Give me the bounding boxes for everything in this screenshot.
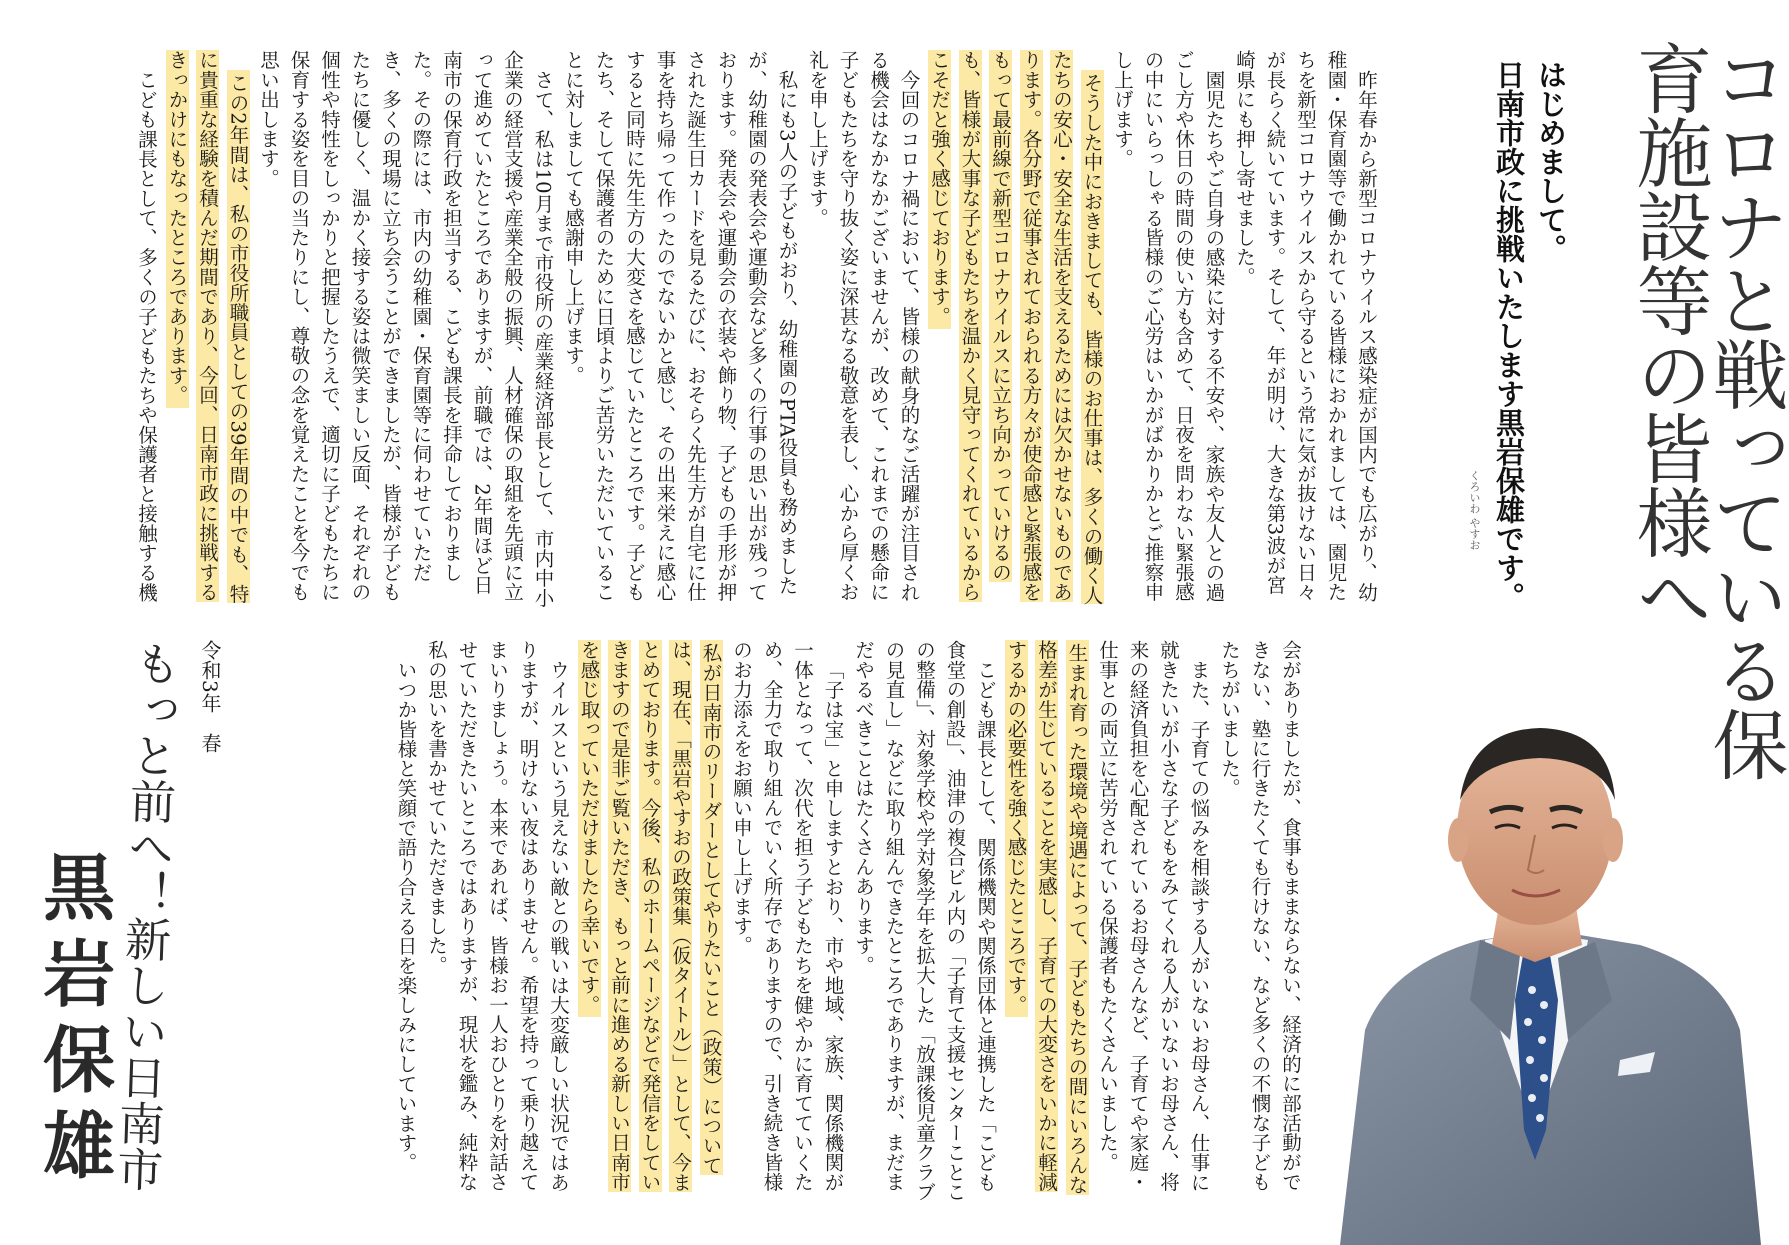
body-paragraph: 「子は宝」と申しますとおり、市や地域、家族、関係機関が一体となって、次代を担う子どもたちを健やかに育てていくため、全力で取り組んでいく所存でありますので、引き続き皆様のお力添えをお願い申し上げます。 [730, 640, 845, 1192]
body-paragraph: 私にも3人の子どもがおり、幼稚園のPTA役員も務めましたが、幼稚園の発表会や運動会など多くの行事の思い出が残っております。発表会や運動会の衣装や飾り物、子どもの手形が押された誕生日カードを見るたびに、おそらく先生方が自宅に仕事を持ち帰って作ったのでないかと感じ、その出来栄えに感心すると同時に先生方の大変さを感じていたところです。子どもたち、そして保護者のために日頃よりご苦労いただいていることに対しましても感謝申し上げます。 [562, 50, 799, 602]
highlighted-paragraph: この2年間は、私の市役所職員としての39年間の中でも、特に貴重な経験を積んだ期間であり、今回、日南市政に挑戦するきっかけにもなったところであります。 [165, 50, 250, 603]
body-paragraph: 昨年春から新型コロナウイルス感染症が国内でも広がり、幼稚園・保育園等で働かれている皆様におかれましては、園児たちを新型コロナウイルスから守るという常に気が抜けない日々が長らく続いています。そして、年が明け、大きな第3波が宮崎県にも押し寄せました。 [1233, 50, 1378, 602]
body-paragraph: 園児たちやご自身の感染に対する不安や、家族や友人との過ごし方や休日の時間の使い方も含めて、日夜を問わない緊張感の中にいらっしゃる皆様のご心労はいかがばかりかとご推察申し上げます。 [1111, 50, 1226, 602]
page-headline: コロナと戦っている保育施設等の皆様へ [1624, 40, 1789, 780]
body-paragraph: こども課長として、多くの子どもたちや保護者と接触する機 [135, 69, 158, 602]
body-paragraph: 今回のコロナ禍において、皆様の献身的なご活躍が注目される機会はなかなかございませんが、改めて、これまでの懸命に子どもたちを守り抜く姿に深甚なる敬意を表し、心から厚くお礼を申し上げます。 [806, 50, 921, 602]
highlighted-paragraph: 生まれ育った環境や境遇によって、子どもたちの間にいろんな格差が生じていることを実感し、子育ての大変さをいかに軽減するかの必要性を強く感じたところです。 [1004, 640, 1089, 1195]
body-paragraph: さて、私は10月まで市役所の産業経済部長として、市内中小企業の経営支援や産業全般の振興、人材確保の取組を先頭に立って進めていたところでありますが、前職では、2年間ほど日南市の保育行政を担当する、こども課長を拝命しておりました。その際には、市内の幼稚園・保育園等に伺わせていただき、多くの現場に立ち会うことができましたが、皆様が子どもたちに優しく、温かく接する姿は微笑ましい反面、それぞれの個性や特性をしっかりと把握したうえで、適切に子どもたちに保育する姿を目の当たりにし、尊敬の念を覚えたことを今でも思い出します。 [257, 50, 555, 607]
body-paragraph: 会がありましたが、食事もままならない、経済的に部活動ができない、塾に行きたくても行けない、など多くの不憫な子どもたちがいました。 [1218, 640, 1302, 1192]
body-paragraph: いつか皆様と笑顔で語り合える日を楽しみにしています。 [394, 659, 418, 1172]
highlighted-paragraph: そうした中におきましても、皆様のお仕事は、多くの働く人たちの安心・安全な生活を支えるためには欠かせないものであります。各分野で従事されておられる方々が使命感と緊張感をもって最前線で新型コロナウイルスに立ち向かっていけるのも、皆様が大事な子どもたちを温かく見守ってくれているからこそだと強く感じております。 [928, 50, 1104, 605]
body-paragraph: また、子育ての悩みを相談する人がいないお母さん、仕事に就きたいが小さな子どもをみてくれる人がいないお母さん、将来の経済負担を心配されているお母さんなど、子育てや家庭・仕事との両立に苦労されている保護者もたくさんいました。 [1096, 640, 1211, 1192]
signature-slogan: もっと前へ！新しい日南市 [109, 639, 183, 1193]
highlighted-paragraph: 私が日南市のリーダーとしてやりたいこと（政策）については、現在、「黒岩やすおの政策集（仮タイトル）」として、今まとめております。今後、私のホームページなどで発信をしていきますので是非ご覧いただき、もっと前に進める新しい日南市を感じ取っていただけましたら幸いです。 [577, 640, 723, 1192]
bottom-body-text [255, 640, 1305, 1205]
signature-name: 黒岩保雄 [31, 850, 115, 1194]
greeting-line-1: はじめまして。 [1534, 60, 1568, 263]
body-paragraph: こども課長として、関係機関や関係団体と連携した「こども食堂の創設」、油津の複合ビル内の「子育て支援センターことこの整備」、対象学校や学対象学年を拡大した「放課後児童クラブの見直し」などに取り組んできたところでありますが、まだまだやるべきことはたくさんあります。 [852, 640, 997, 1202]
date-text: 令和3年 春 [198, 640, 222, 753]
greeting-line-2: 日南市政に挑戦いたします黒岩保雄です。 [1492, 60, 1526, 611]
candidate-portrait-photo [1320, 700, 1761, 1245]
top-body-text [91, 50, 1381, 610]
body-paragraph: ウイルスという見えない敵との戦いは大変厳しい状況ではありますが、明けない夜はありません。希望を持って乗り越えてまいりましょう。本来であれば、皆様お一人おひとりを対話させていただきたいところではありますが、現状を鑑み、純粋な私の思いを書かせていただきました。 [425, 640, 570, 1192]
name-ruby: くろいわ やすお [1468, 470, 1481, 551]
